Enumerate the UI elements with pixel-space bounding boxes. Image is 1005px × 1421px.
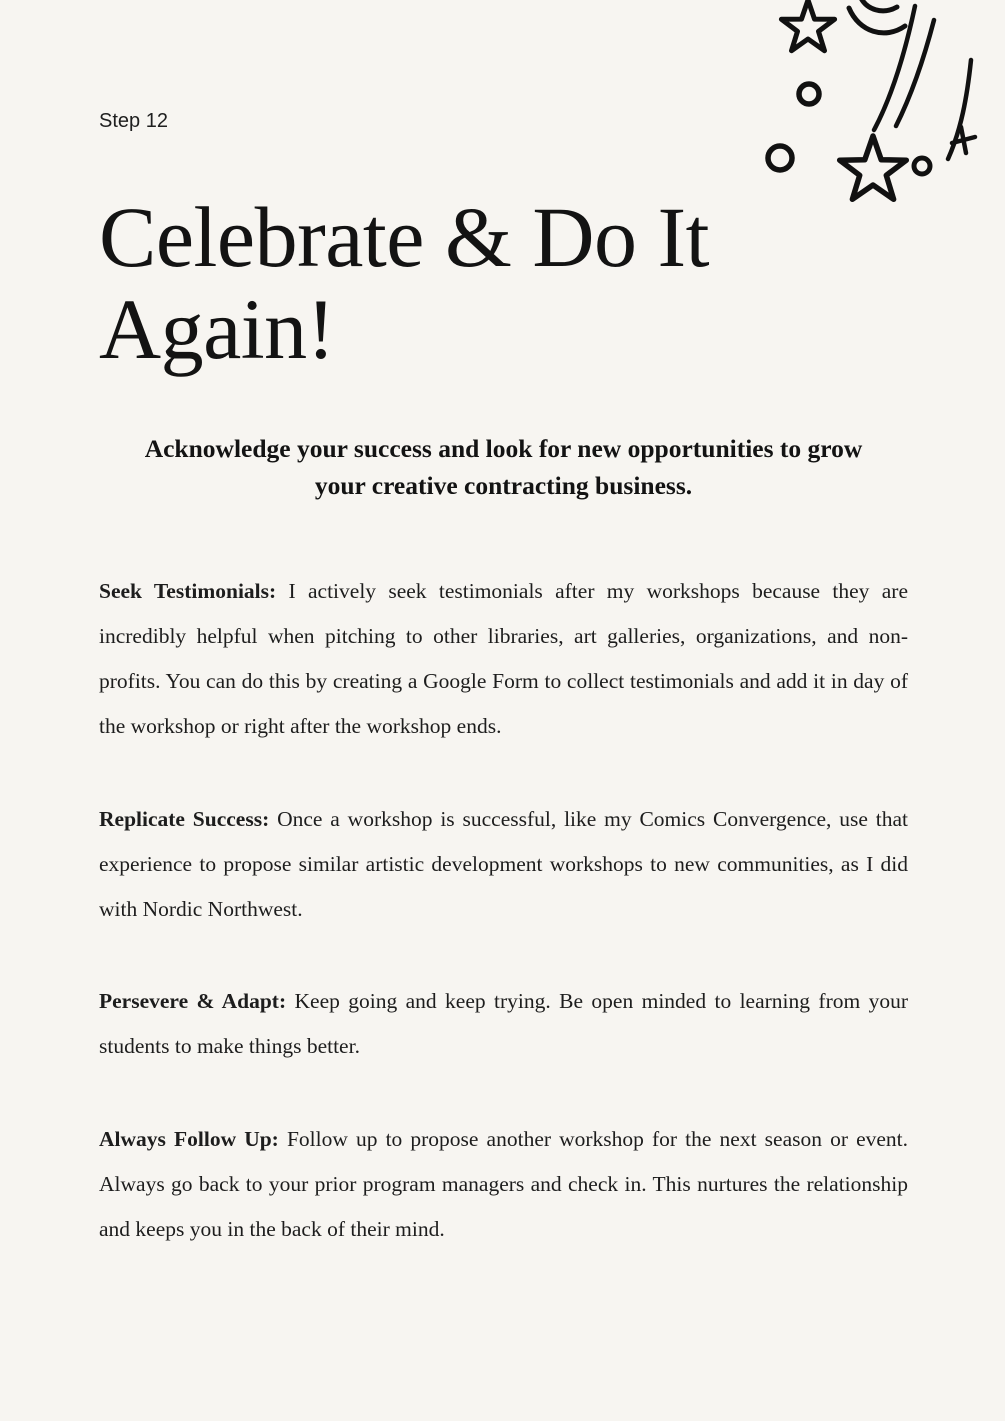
page-title-line-2: Again! (99, 281, 335, 378)
celebration-stars-doodle-icon (763, 0, 995, 220)
page-subtitle: Acknowledge your success and look for new opportunities to grow your creative contracting business. (144, 434, 863, 500)
section-body: Keep going and keep trying. Be open minded to learning from your students to make things better. (99, 989, 908, 1059)
step-label: Step 12 (99, 110, 168, 132)
section-always-follow-up (99, 1117, 908, 1252)
section-lead: Always Follow Up: (99, 1127, 279, 1152)
section-body: I actively seek testimonials after my workshops because they are incredibly helpful when pitching to other libraries, art galleries, organizations, and non-profits. You can do this by creating a Google Form to collect testimonials and add it in day of the workshop or right after the workshop ends. (99, 578, 908, 738)
body-sections (99, 569, 908, 1252)
section-body: Once a workshop is successful, like my Comics Convergence, use that experience to propose similar artistic development workshops to new communities, as I did with Nordic Northwest. (99, 806, 908, 921)
page-title-line-1: Celebrate & Do It (99, 189, 710, 285)
section-lead: Persevere & Adapt: (99, 989, 287, 1014)
section-lead: Replicate Success: (99, 806, 270, 831)
section-replicate-success (99, 797, 908, 932)
section-seek-testimonials (99, 569, 908, 749)
section-lead: Seek Testimonials: (99, 578, 277, 603)
section-body: Follow up to propose another workshop for the next season or event. Always go back to your prior program managers and check in. This nurtures the relationship and keeps you in the back of their mind. (99, 1127, 909, 1242)
section-persevere-adapt (99, 979, 908, 1069)
